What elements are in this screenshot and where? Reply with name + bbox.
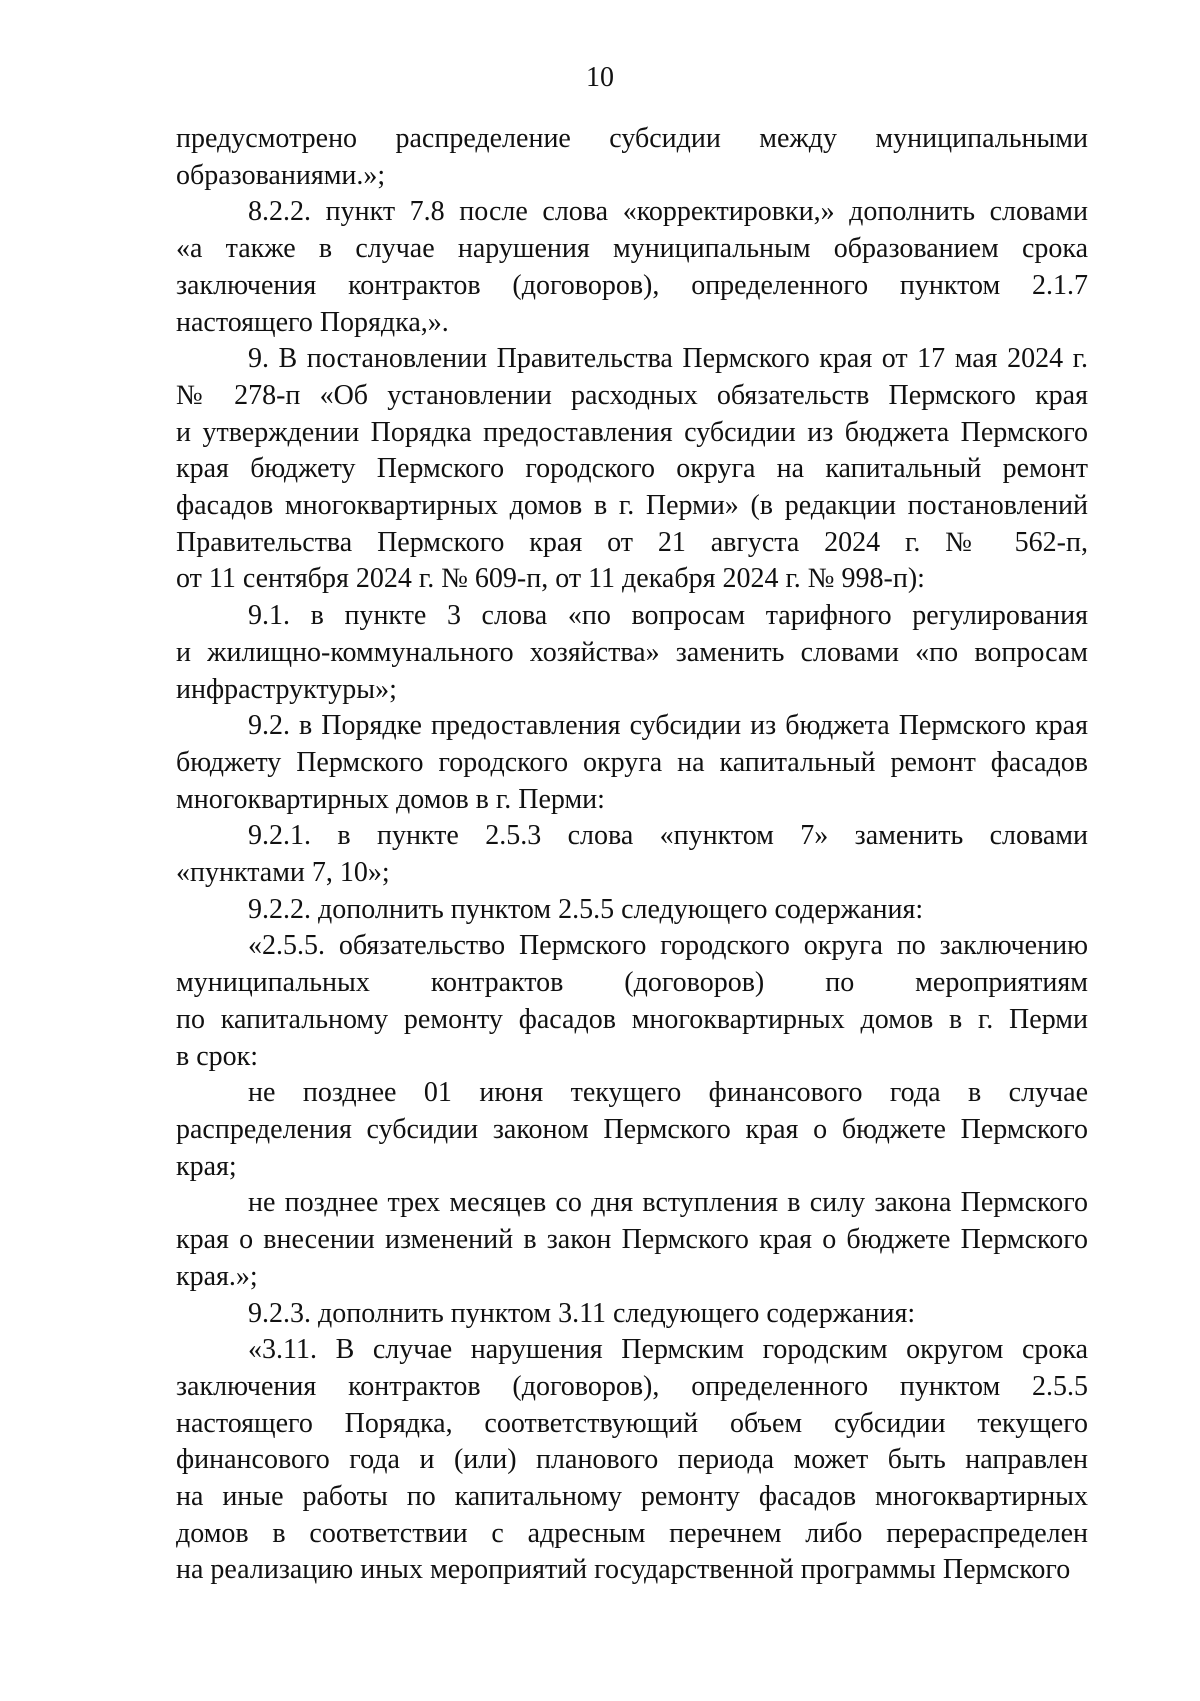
- text-line: края.»;: [176, 1260, 258, 1292]
- text-line: муниципальных контрактов (договоров) по мероприятиям: [176, 967, 1088, 999]
- text-line: настоящего Порядка,».: [176, 306, 449, 338]
- paragraph: [176, 1075, 1088, 1185]
- text-line: заключения контрактов (договоров), определенного пунктом 2.1.7: [176, 269, 1088, 301]
- text-line: распределения субсидии законом Пермского края о бюджете Пермского: [176, 1113, 1088, 1145]
- paragraph: [176, 892, 1088, 929]
- paragraph: [176, 341, 1088, 598]
- text-line: и жилищно-коммунального хозяйства» заменить словами «по вопросам: [176, 636, 1088, 668]
- text-line: № 278-п «Об установлении расходных обязательств Пермского края: [176, 379, 1088, 411]
- text-line: по капитальному ремонту фасадов многоквартирных домов в г. Перми: [176, 1003, 1088, 1035]
- paragraph: [176, 1296, 1088, 1333]
- text-line: финансового года и (или) планового периода может быть направлен: [176, 1444, 1088, 1476]
- text-line: и утверждении Порядка предоставления субсидии из бюджета Пермского: [176, 416, 1088, 448]
- text-line: не позднее 01 июня текущего финансового года в случае: [248, 1077, 1088, 1109]
- text-line: Правительства Пермского края от 21 августа 2024 г. № 562-п,: [176, 526, 1088, 558]
- text-line: настоящего Порядка, соответствующий объем субсидии текущего: [176, 1407, 1088, 1439]
- page-number: 10: [586, 62, 614, 93]
- text-line: от 11 сентября 2024 г. № 609-п, от 11 декабря 2024 г. № 998-п):: [176, 563, 925, 595]
- text-line: 9.2.1. в пункте 2.5.3 слова «пунктом 7» заменить словами: [248, 820, 1088, 852]
- text-line: «пунктами 7, 10»;: [176, 857, 390, 889]
- text-line: многоквартирных домов в г. Перми:: [176, 783, 605, 815]
- text-line: 9.2.2. дополнить пунктом 2.5.5 следующего содержания:: [248, 893, 924, 925]
- paragraph: [176, 1185, 1088, 1295]
- text-line: 9.1. в пункте 3 слова «по вопросам тарифного регулирования: [248, 600, 1088, 632]
- text-line: «3.11. В случае нарушения Пермским городским округом срока: [248, 1334, 1088, 1366]
- text-line: на реализацию иных мероприятий государственной программы Пермского: [176, 1554, 1071, 1586]
- text-line: заключения контрактов (договоров), определенного пунктом 2.5.5: [176, 1370, 1088, 1402]
- text-line: в срок:: [176, 1040, 259, 1072]
- paragraph: [176, 194, 1088, 341]
- text-line: не позднее трех месяцев со дня вступления в силу закона Пермского: [248, 1187, 1088, 1219]
- text-line: 8.2.2. пункт 7.8 после слова «корректировки,» дополнить словами: [248, 196, 1088, 228]
- text-line: «а также в случае нарушения муниципальным образованием срока: [176, 233, 1088, 265]
- paragraph: [176, 708, 1088, 818]
- paragraph: [176, 121, 1088, 194]
- text-line: инфраструктуры»;: [176, 673, 397, 705]
- text-line: бюджету Пермского городского округа на капитальный ремонт фасадов: [176, 746, 1088, 778]
- text-line: края;: [176, 1150, 237, 1182]
- paragraph: [176, 818, 1088, 891]
- paragraph: [176, 1332, 1088, 1589]
- text-line: 9.2.3. дополнить пунктом 3.11 следующего содержания:: [248, 1297, 916, 1329]
- document-body: [176, 121, 1088, 1589]
- paragraph: [176, 928, 1088, 1075]
- text-line: домов в соответствии с адресным перечнем либо перераспределен: [176, 1517, 1088, 1549]
- text-line: предусмотрено распределение субсидии между муниципальными: [176, 123, 1088, 154]
- text-line: 9. В постановлении Правительства Пермского края от 17 мая 2024 г.: [248, 343, 1088, 375]
- text-line: края бюджету Пермского городского округа на капитальный ремонт: [176, 453, 1088, 485]
- text-line: на иные работы по капитальному ремонту фасадов многоквартирных: [176, 1481, 1088, 1513]
- text-line: фасадов многоквартирных домов в г. Перми» (в редакции постановлений: [176, 490, 1088, 522]
- text-line: «2.5.5. обязательство Пермского городского округа по заключению: [248, 930, 1088, 962]
- paragraph: [176, 598, 1088, 708]
- text-line: образованиями.»;: [176, 159, 386, 191]
- text-line: 9.2. в Порядке предоставления субсидии из бюджета Пермского края: [248, 710, 1088, 742]
- text-line: края о внесении изменений в закон Пермского края о бюджете Пермского: [176, 1224, 1088, 1256]
